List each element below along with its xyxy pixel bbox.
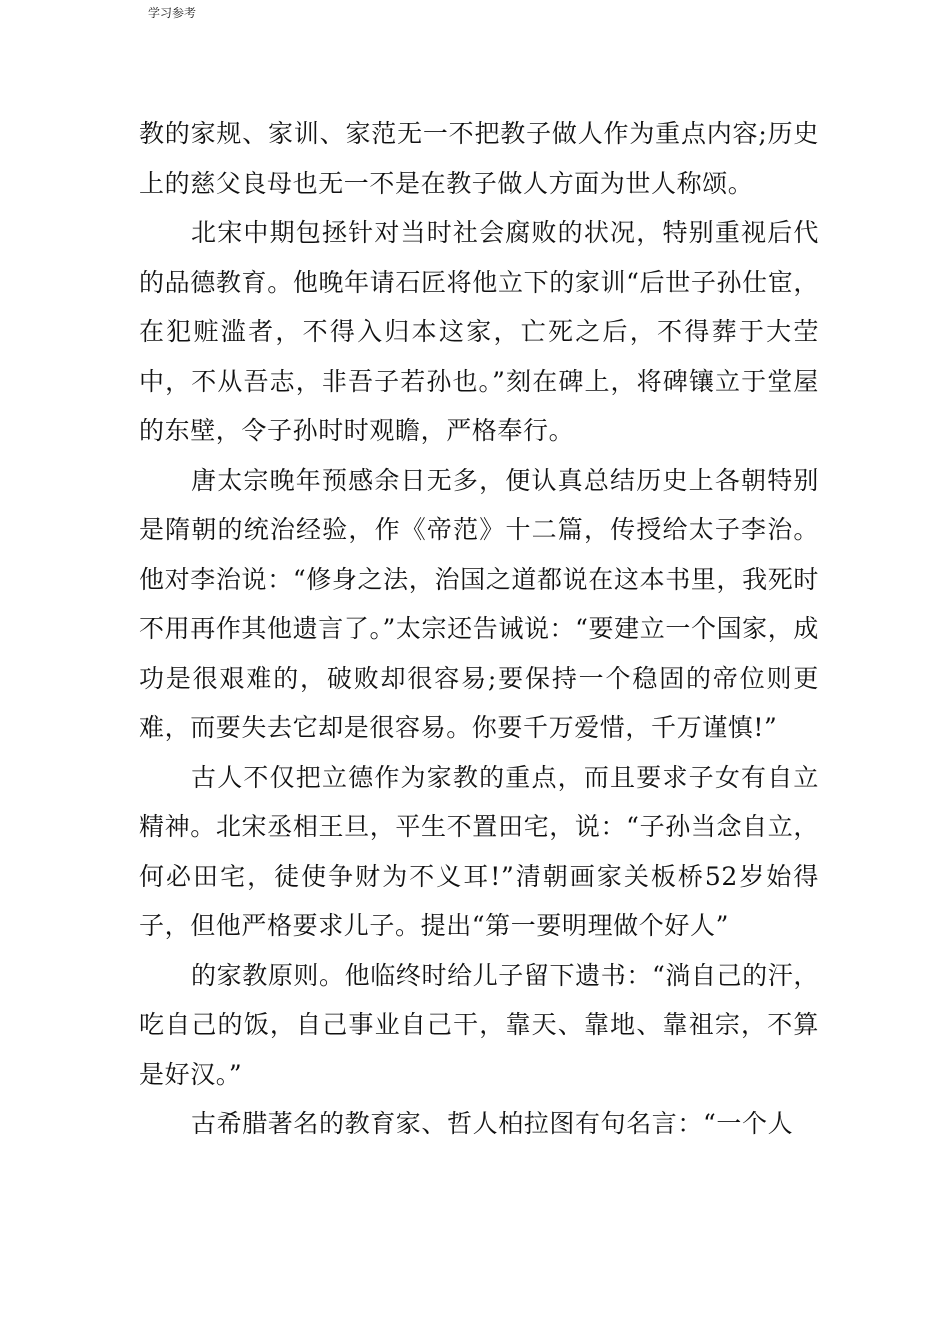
document-body	[139, 109, 819, 1149]
paragraph-6: 古希腊著名的教育家、哲人柏拉图有句名言：“一个人	[191, 1109, 794, 1138]
paragraph-1: 教的家规、家训、家范无一不把教子做人作为重点内容;历史上的慈父良母也无一不是在教子做人方面为世人称颂。	[139, 119, 819, 198]
header-label: 学习参考	[148, 6, 197, 20]
paragraph-2: 北宋中期包拯针对当时社会腐败的状况，特别重视后代的品德教育。他晚年请石匠将他立下的家训“后世子孙仕宦，在犯赃滥者，不得入归本这家，亡死之后，不得葬于大茔中，不从吾志，非吾子若孙也。”刻在碑上，将碑镶立于堂屋的东壁，令子孙时时观瞻，严格奉行。	[139, 218, 819, 445]
paragraph-5: 的家教原则。他临终时给儿子留下遗书：“淌自己的汗，吃自己的饭，自己事业自己干，靠天、靠地、靠祖宗，不算是好汉。”	[139, 960, 819, 1089]
paragraph-3: 唐太宗晚年预感余日无多，便认真总结历史上各朝特别是隋朝的统治经验，作《帝范》十二篇，传授给太子李治。他对李治说：“修身之法，治国之道都说在这本书里，我死时不用再作其他遗言了。”太宗还告诫说：“要建立一个国家，成功是很艰难的，破败却很容易;要保持一个稳固的帝位则更难，而要失去它却是很容易。你要千万爱惜，千万谨慎!”	[139, 465, 819, 742]
paragraph-4: 古人不仅把立德作为家教的重点，而且要求子女有自立精神。北宋丞相王旦，平生不置田宅，说：“子孙当念自立，何必田宅，徒使争财为不义耳!”清朝画家关板桥52岁始得子，但他严格要求儿子。提出“第一要明理做个好人”	[139, 762, 819, 940]
